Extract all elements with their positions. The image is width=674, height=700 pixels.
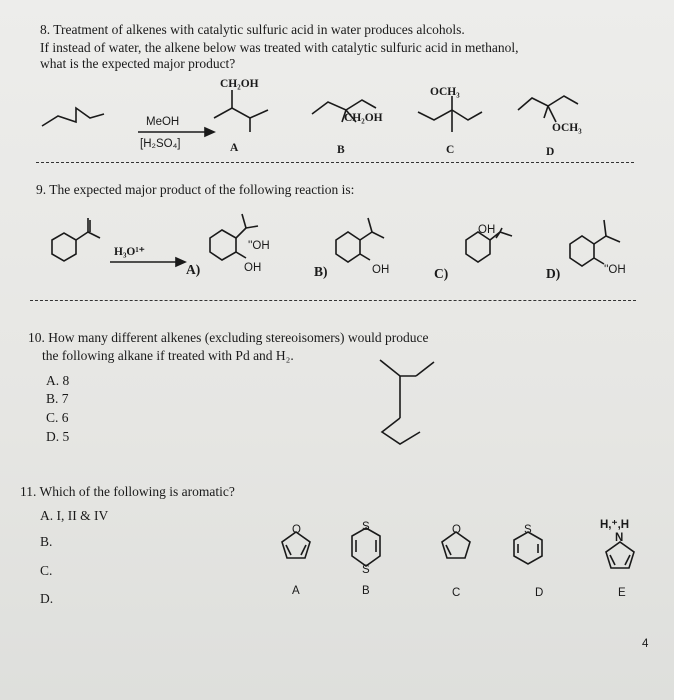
q11-e-nitrogen: N	[615, 532, 624, 544]
q10-option-c: C. 6	[46, 410, 69, 425]
q8-label-b: B	[337, 144, 345, 156]
q9-c-oh: OH	[478, 224, 496, 236]
q9-label-a: A)	[186, 262, 201, 277]
q11-a-oxygen: O	[292, 524, 301, 536]
q8-label-a: A	[230, 142, 239, 154]
q8-line-3: what is the expected major product?	[40, 56, 236, 71]
q11-d-sulfur: S	[524, 524, 532, 536]
q9-d-oh: ''OH	[604, 264, 626, 276]
q11-e-protons: H,⁺,H	[600, 519, 630, 531]
q11-label-a: A	[292, 585, 300, 597]
q9-reagent: H₃O¹⁺	[114, 246, 145, 258]
q8-label-d: D	[546, 146, 555, 158]
q11-option-c: C.	[40, 563, 53, 578]
q9-a-oh-2: OH	[244, 262, 262, 274]
q11-label-c: C	[452, 587, 461, 599]
q10-line-2: the following alkane if treated with Pd and H₂.	[42, 348, 294, 363]
q10-line-1: 10. How many different alkenes (excluding stereoisomers) would produce	[28, 330, 429, 345]
q11-label-b: B	[362, 585, 370, 597]
q10-option-a: A. 8	[46, 373, 70, 388]
q8-line-1: 8. Treatment of alkenes with catalytic sulfuric acid in water produces alcohols.	[40, 22, 465, 37]
q8-reagent-meoh: MeOH	[146, 116, 180, 128]
q9-b-oh: OH	[372, 264, 390, 276]
q8-b-ch2oh: CH₂OH	[344, 112, 383, 124]
q11-b-sulfur-top: S	[362, 521, 370, 533]
q11-option-a: A. I, II & IV	[40, 508, 109, 523]
q11-option-b: B.	[40, 534, 53, 549]
q11-c-oxygen: O	[452, 524, 461, 536]
q8-label-c: C	[446, 144, 455, 156]
q9-label-c: C)	[434, 266, 449, 281]
q11-b-sulfur-bottom: S	[362, 564, 370, 576]
q9-label-b: B)	[314, 264, 328, 279]
page-number: 4	[642, 638, 649, 650]
q8-reagent-acid: [H₂SO₄]	[140, 138, 181, 150]
q9-a-oh-1: ''OH	[248, 240, 270, 252]
q11-option-d: D.	[40, 591, 54, 606]
q11-label-d: D	[535, 587, 544, 599]
q9-label-d: D)	[546, 266, 561, 281]
q8-c-och3: OCH₃	[430, 86, 460, 98]
q8-line-2: If instead of water, the alkene below was treated with catalytic sulfuric acid in methanol,	[40, 40, 519, 55]
q11-line-1: 11. Which of the following is aromatic?	[20, 484, 235, 499]
q8-a-ch2oh: CH₂OH	[220, 78, 259, 90]
q8-d-och3: OCH₃	[552, 122, 582, 134]
q10-option-d: D. 5	[46, 429, 70, 444]
q11-label-e: E	[618, 587, 626, 599]
q10-option-b: B. 7	[46, 391, 69, 406]
q9-line-1: 9. The expected major product of the following reaction is:	[36, 182, 355, 197]
